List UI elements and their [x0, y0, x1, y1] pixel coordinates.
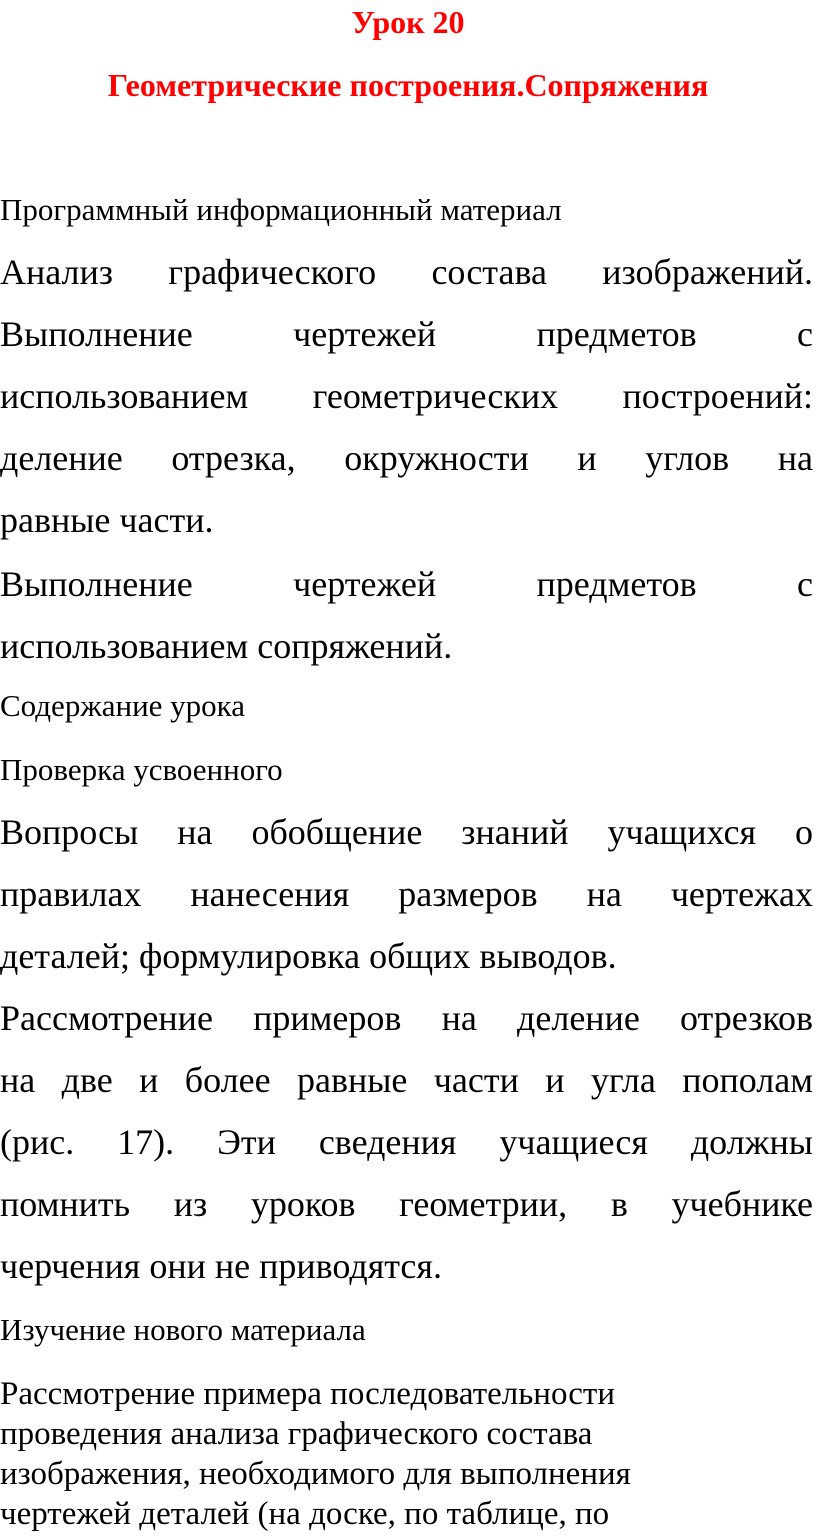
new-material-line: проведения анализа графического состава [0, 1416, 593, 1452]
review-line: Вопросы на обобщение знаний учащихся о [0, 812, 813, 852]
review-line: на две и более равные части и угла пополам [0, 1060, 813, 1100]
program-line: использованием сопряжений. [0, 626, 453, 666]
review-heading: Проверка усвоенного [0, 752, 283, 787]
program-line: использованием геометрических построений: [0, 376, 813, 416]
program-heading: Программный информационный материал [0, 192, 562, 227]
review-line: черчения они не приводятся. [0, 1246, 442, 1286]
review-line: (рис. 17). Эти сведения учащиеся должны [0, 1122, 813, 1162]
new-material-line: Рассмотрение примера последовательности [0, 1376, 616, 1412]
program-line: Выполнение чертежей предметов с [0, 564, 813, 604]
new-material-heading: Изучение нового материала [0, 1312, 366, 1347]
review-line: деталей; формулировка общих выводов. [0, 936, 617, 976]
review-line: помнить из уроков геометрии, в учебнике [0, 1184, 813, 1224]
review-line: правилах нанесения размеров на чертежах [0, 874, 813, 914]
new-material-line: чертежей деталей (на доске, по таблице, по [0, 1496, 610, 1532]
program-line: Выполнение чертежей предметов с [0, 314, 813, 354]
program-line: равные части. [0, 500, 214, 540]
new-material-line: изображения, необходимого для выполнения [0, 1456, 631, 1492]
content-heading: Содержание урока [0, 688, 246, 723]
lesson-subtitle: Геометрические построения.Сопряжения [107, 67, 709, 103]
program-line: Анализ графического состава изображений. [0, 252, 813, 292]
lesson-title: Урок 20 [351, 4, 465, 40]
program-line: деление отрезка, окружности и углов на [0, 438, 813, 478]
review-line: Рассмотрение примеров на деление отрезков [0, 998, 813, 1038]
